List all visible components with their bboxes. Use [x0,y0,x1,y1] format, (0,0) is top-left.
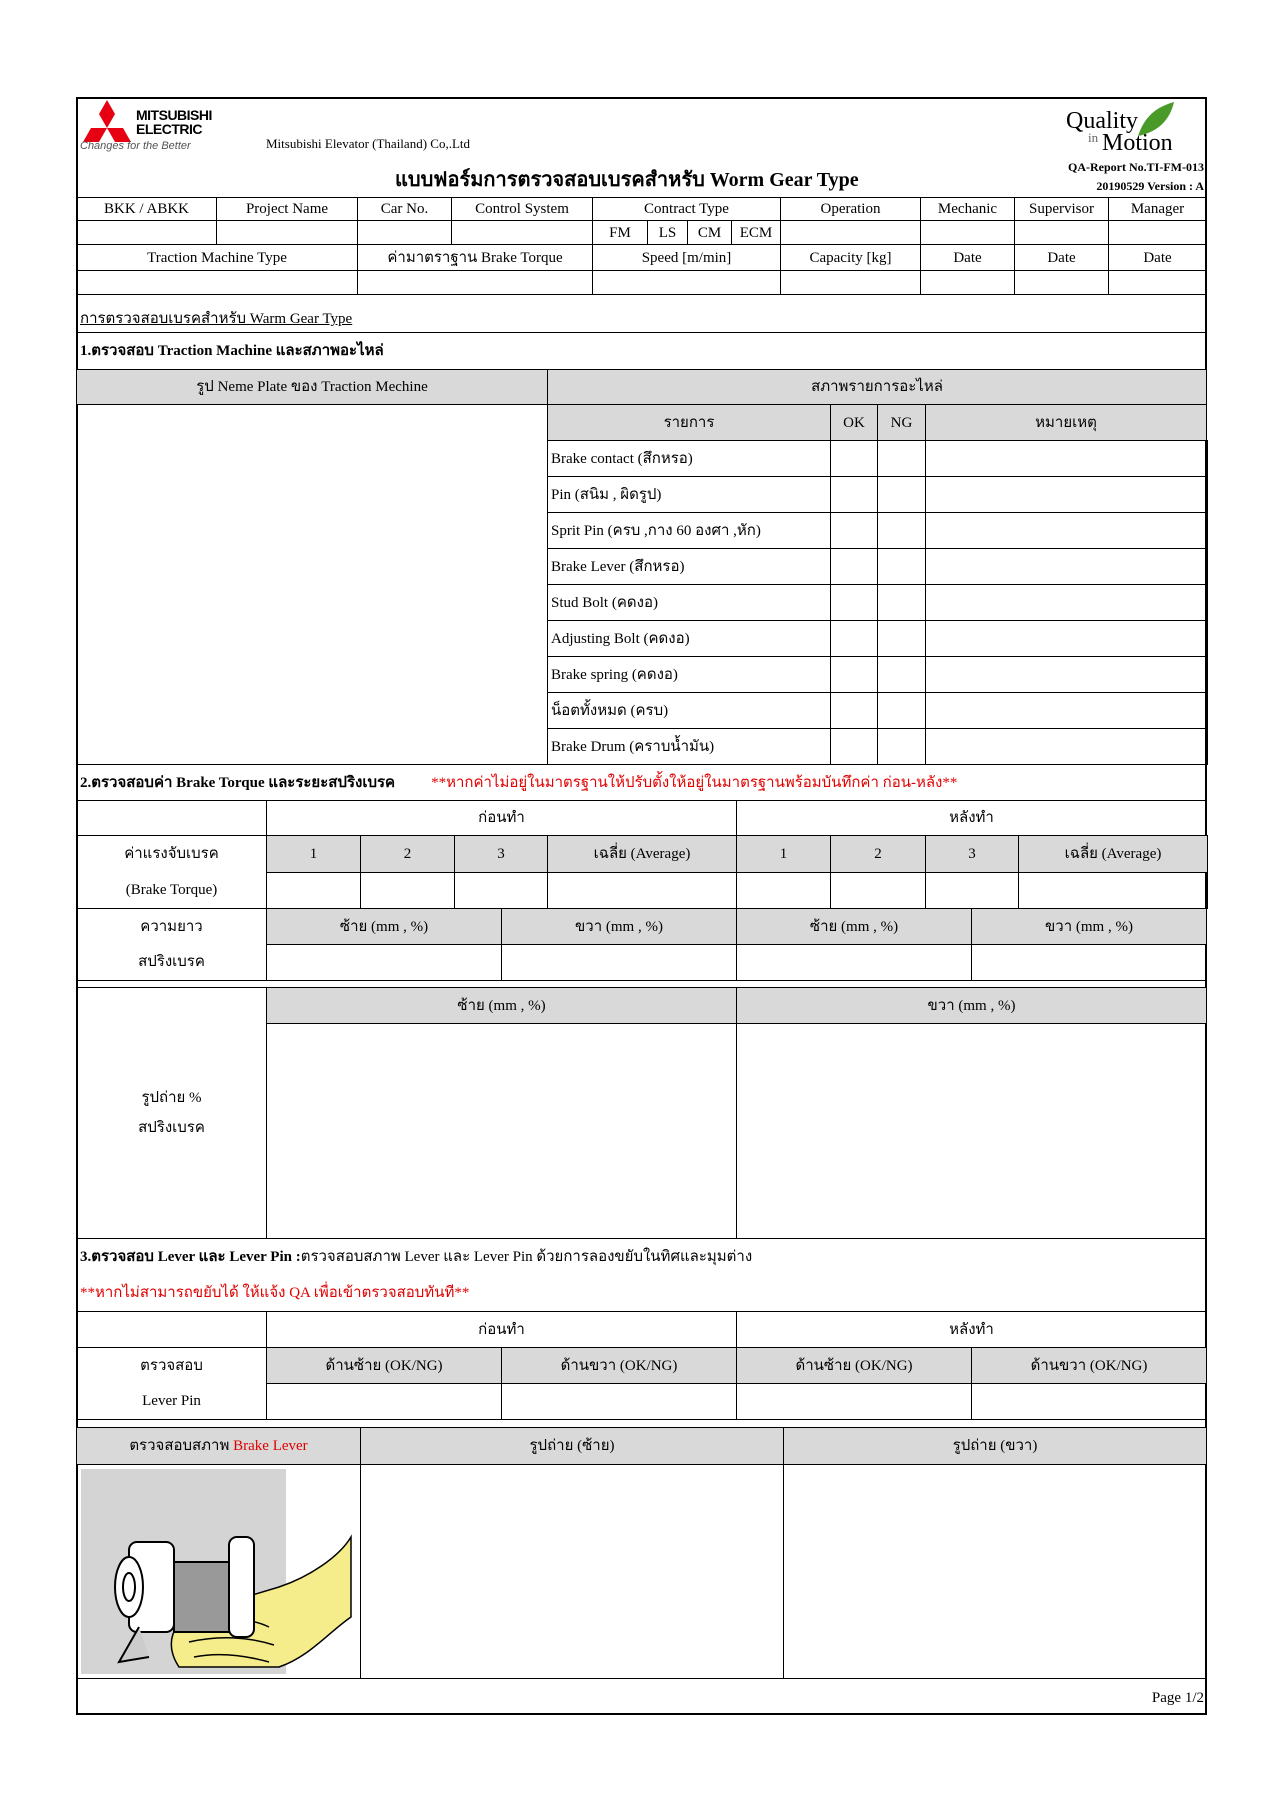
spring-after-right: ขวา (mm , %) [971,908,1207,945]
remark-field[interactable] [925,728,1208,765]
company-name: Mitsubishi Elevator (Thailand) Co,.Ltd [266,136,470,151]
remark-field[interactable] [925,548,1208,585]
page-number: Page 1/2 [1151,1690,1204,1706]
header-project: Project Name [216,197,358,221]
spring-photo-right-header: ขวา (mm , %) [736,987,1207,1024]
date-manager-field[interactable] [1108,270,1207,295]
brake-lever-header [76,1427,361,1465]
spring-after-left-field[interactable] [736,944,972,981]
torque-field[interactable] [830,872,926,909]
ng-checkbox[interactable] [877,548,926,585]
brake-lever-illustration-cell [76,1464,361,1679]
logo-in: in [1088,130,1099,145]
remark-field[interactable] [925,656,1208,693]
torque-col-header: 1 [736,835,831,873]
ng-checkbox[interactable] [877,512,926,549]
photo-left-header: รูปถ่าย (ซ้าย) [360,1427,784,1465]
lever-label-1: ตรวจสอบ [140,1357,203,1374]
torque-field[interactable] [1018,872,1208,909]
torque-col-header: 2 [830,835,926,873]
ng-checkbox[interactable] [877,728,926,765]
contract-ecm[interactable]: ECM [731,220,781,245]
parts-item: Sprit Pin (ครบ ,กาง 60 องศา ,หัก) [547,512,831,549]
brake-lever-label: Brake Lever [233,1438,308,1454]
section3-description: ตรวจสอบสภาพ Lever และ Lever Pin ด้วยการลองขยับในทิศและมุมต่าง [300,1249,753,1265]
nameplate-header: รูป Neme Plate ของ Traction Mechine [76,369,548,405]
photo-right-header: รูปถ่าย (ขวา) [783,1427,1207,1465]
torque-label-2: (Brake Torque) [125,882,218,898]
ok-checkbox[interactable] [830,548,878,585]
ng-checkbox[interactable] [877,656,926,693]
torque-std-field[interactable] [357,270,593,295]
form-title: แบบฟอร์มการตรวจสอบเบรคสำหรับ Worm Gear Type [395,169,859,191]
ng-checkbox[interactable] [877,584,926,621]
section3-warning: **หากไม่สามารถขยับได้ ให้แจ้ง QA เพื่อเข้าตรวจสอบทันที** [76,1274,1207,1312]
lever-before-left: ด้านซ้าย (OK/NG) [266,1347,502,1384]
header-operation: Operation [780,197,921,221]
bkk-field[interactable] [76,220,217,245]
header-capacity: Capacity [kg] [780,244,921,271]
torque-col-header: 2 [360,835,455,873]
torque-field[interactable] [736,872,831,909]
spring-label-2: สปริงเบรค [138,954,205,971]
remark-field[interactable] [925,692,1208,729]
manager-field[interactable] [1108,220,1207,245]
ng-checkbox[interactable] [877,692,926,729]
remark-field[interactable] [925,440,1208,477]
spring-before-left: ซ้าย (mm , %) [266,908,502,945]
section3-header [76,1238,1207,1275]
quality-in-motion-logo [1066,102,1186,160]
spring-photo-label-2: สปริงเบรค [138,1120,205,1136]
spring-label-1: ความยาว [140,918,203,935]
brand-line1: MITSUBISHI [136,107,212,123]
lever-label [76,1347,267,1420]
section1-title: 1.ตรวจสอบ Traction Machine และสภาพอะไหล่ [76,332,1207,370]
capacity-field[interactable] [780,270,921,295]
mechanic-field[interactable] [920,220,1015,245]
parts-item: น็อตทั้งหมด (ครบ) [547,692,831,729]
col-ng: NG [877,404,926,441]
header-date-manager: Date [1108,244,1207,271]
header-control: Control System [451,197,593,221]
torque-col-header: เฉลี่ย (Average) [1018,835,1208,873]
parts-item: Pin (สนิม , ผิดรูป) [547,476,831,513]
ok-checkbox[interactable] [830,692,878,729]
lever-after-right: ด้านขวา (OK/NG) [971,1347,1207,1384]
operation-field[interactable] [780,220,921,245]
ok-checkbox[interactable] [830,512,878,549]
parts-item: Adjusting Bolt (คดงอ) [547,620,831,657]
nameplate-photo-area[interactable] [76,404,548,765]
torque-field[interactable] [266,872,361,909]
parts-item: Brake contact (สึกหรอ) [547,440,831,477]
spring-before-right: ขวา (mm , %) [501,908,737,945]
lever-after-left-field[interactable] [736,1383,972,1420]
lever-before-right-field[interactable] [501,1383,737,1420]
header-date-mechanic: Date [920,244,1015,271]
header-date-supervisor: Date [1014,244,1109,271]
parts-item: Brake Drum (คราบน้ำมัน) [547,728,831,765]
brake-lever-hand-illustration [79,1467,359,1677]
col-ok: OK [830,404,878,441]
ng-checkbox[interactable] [877,440,926,477]
lever-before: ก่อนทำ [266,1311,737,1348]
ng-checkbox[interactable] [877,620,926,657]
section2-header [76,764,1207,801]
header-supervisor: Supervisor [1014,197,1109,221]
col-item: รายการ [547,404,831,441]
spring-after-right-field[interactable] [971,944,1207,981]
torque-col-header: 3 [925,835,1019,873]
report-number: QA-Report No.TI-FM-013 [1068,160,1204,174]
torque-col-header: 3 [454,835,548,873]
torque-before: ก่อนทำ [266,800,737,836]
brand-line2: ELECTRIC [136,121,202,137]
torque-field[interactable] [547,872,737,909]
parts-item: Brake spring (คดงอ) [547,656,831,693]
date-supervisor-field[interactable] [1014,270,1109,295]
header-car: Car No. [357,197,452,221]
spring-photo-left[interactable] [266,1023,737,1239]
parts-item: Brake Lever (สึกหรอ) [547,548,831,585]
contract-cm[interactable]: CM [687,220,732,245]
lever-after: หลังทำ [736,1311,1207,1348]
header-speed: Speed [m/min] [592,244,781,271]
spring-before-right-field[interactable] [501,944,737,981]
ok-checkbox[interactable] [830,728,878,765]
contract-ls[interactable]: LS [647,220,688,245]
section3-title: 3.ตรวจสอบ Lever และ Lever Pin : [80,1249,301,1265]
torque-field[interactable] [360,872,455,909]
spring-after-left: ซ้าย (mm , %) [736,908,972,945]
remark-field[interactable] [925,476,1208,513]
header-traction: Traction Machine Type [76,244,358,271]
torque-after: หลังทำ [736,800,1207,836]
lever-label-2: Lever Pin [142,1393,201,1410]
spring-label [76,908,267,981]
ok-checkbox[interactable] [830,620,878,657]
ok-checkbox[interactable] [830,584,878,621]
spring-photo-label [76,987,267,1239]
section2-title: 2.ตรวจสอบค่า Brake Torque และระยะสปริงเบรค [80,774,396,791]
ok-checkbox[interactable] [830,656,878,693]
lever-after-right-field[interactable] [971,1383,1207,1420]
spring-photo-left-header: ซ้าย (mm , %) [266,987,737,1024]
lever-after-left: ด้านซ้าย (OK/NG) [736,1347,972,1384]
torque-field[interactable] [925,872,1019,909]
lever-before-right: ด้านขวา (OK/NG) [501,1347,737,1384]
remark-field[interactable] [925,584,1208,621]
speed-field[interactable] [592,270,781,295]
spring-before-left-field[interactable] [266,944,502,981]
version: 20190529 Version : A [1096,179,1204,193]
project-field[interactable] [216,220,358,245]
header-bkk: BKK / ABKK [76,197,217,221]
parts-item: Stud Bolt (คดงอ) [547,584,831,621]
torque-col-header: เฉลี่ย (Average) [547,835,737,873]
subtitle: การตรวจสอบเบรคสำหรับ Warm Gear Type [76,294,1207,333]
torque-col-header: 1 [266,835,361,873]
parts-status-header: สภาพรายการอะไหล่ [547,369,1207,405]
supervisor-field[interactable] [1014,220,1109,245]
header-torque-std: ค่ามาตราฐาน Brake Torque [357,244,593,271]
logo-motion: Motion [1102,130,1173,156]
logo-quality: Quality [1066,108,1138,134]
photo-right-area[interactable] [783,1464,1207,1679]
control-field[interactable] [451,220,593,245]
remark-field[interactable] [925,620,1208,657]
ok-checkbox[interactable] [830,476,878,513]
slogan: Changes for the Better [80,140,191,152]
col-remark: หมายเหตุ [925,404,1207,441]
ok-checkbox[interactable] [830,440,878,477]
header-contract: Contract Type [592,197,781,221]
lever-before-left-field[interactable] [266,1383,502,1420]
remark-field[interactable] [925,512,1208,549]
torque-field[interactable] [454,872,548,909]
traction-field[interactable] [76,270,358,295]
contract-fm[interactable]: FM [592,220,648,245]
photo-left-area[interactable] [360,1464,784,1679]
date-mechanic-field[interactable] [920,270,1015,295]
ng-checkbox[interactable] [877,476,926,513]
brake-lever-prefix: ตรวจสอบสภาพ [129,1438,230,1454]
section2-warning: **หากค่าไม่อยู่ในมาตรฐานให้ปรับตั้งให้อยู่ในมาตรฐานพร้อมบันทึกค่า ก่อน-หลัง** [431,774,958,791]
spring-photo-label-1: รูปถ่าย % [141,1090,202,1106]
spring-photo-right[interactable] [736,1023,1207,1239]
torque-label-1: ค่าแรงจับเบรค [124,846,219,862]
header-manager: Manager [1108,197,1207,221]
car-field[interactable] [357,220,452,245]
torque-label [76,835,267,909]
header-mechanic: Mechanic [920,197,1015,221]
